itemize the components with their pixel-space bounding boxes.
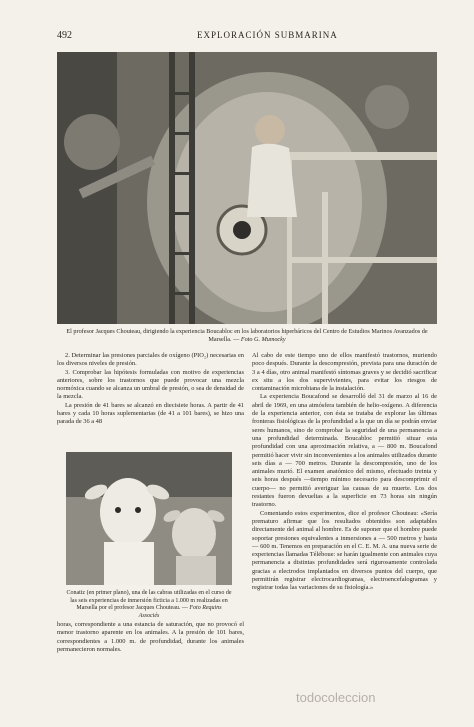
watermark: todocoleccion (296, 690, 376, 705)
list-item: 3. Comprobar las hipótesis formuladas con motivo de experiencias anteriores, sobre los trastornos que puede provocar una mezcla normóxica cuando se alcanza un umbral de presión, o sea de densidad de la mezcla. (57, 368, 244, 401)
goat-photo-caption-text: Conatiz (en primer plano), una de las cabras utilizadas en el curso de las seis experiencias de inmersión ficticia a 1.000 m realizadas en Marsella por el profesor Jacques Chouteau. (66, 590, 232, 612)
body-paragraph: La experiencia Boucafond se desarrolló del 31 de marzo al 16 de abril de 1969, en una atmósfera también de helio-oxígeno. A diferencia de la experiencia anterior, con ésta se trataba de explorar las últimas fronteras fisiológicas de la profundidad a la que un día se podrán enviar seres humanos, sino de comprobar la seguridad de una permanencia a una profundidad determinada. Boucabloc permitió situar esta profundidad con una aproximación relativa, a — 800 m. Boucafond permitió hacer vivir sin inconvenientes a los animales utilizados durante seis días a — 700 metros. Durante la descompresión, uno de los animales murió. El examen anatómico del mismo, efectuado treinta y seis horas después —tiempo mínimo necesario para descomprimir el cuerpo— no permitió averiguar las causas de su muerte. Los dos restantes fueron devueltas a la superficie en 73 horas sin ningún trastorno. (252, 393, 437, 509)
body-paragraph: horas, correspondiente a una estancia de saturación, que no provocó el menor trastorno aparente en los animales. A la presión de 101 bares, correspondientes a 1.000 m. de profundidad, durante los animales permanecieron normales. (57, 621, 244, 653)
main-photo-credit: Foto G. Mumocky (240, 336, 286, 343)
laboratory-photo (57, 52, 437, 324)
list-item: 2. Determinar las presiones parciales de oxígeno (PIO₂) necesarias en los diversos niveles de presión. (57, 352, 244, 368)
page-number: 492 (57, 30, 72, 41)
right-column (252, 352, 437, 593)
body-paragraph: Comentando estos experimentos, dice el profesor Chouteau: «Sería prematuro afirmar que los resultados obtenidos son adaptables directamente del animal al hombre. Es de suponer que el hombre puede soportar presiones equivalentes a inmersiones a — 500 metros y hasta — 600 m. Tenemos en preparación en el C. E. M. A. una nueva serie de experiencias llamadas Téléboue: se harán igualmente con animales cuya permanencia a distintas profundidades será rigurosamente controlada gracias a electrodos implantados en diversos puntos del cuerpo, que permitirán registrar electrocardiogramas, electroencefalogramas y registrar todas las variaciones de su fisiología.» (252, 509, 437, 592)
goat-photo-illustration (66, 452, 232, 585)
page-header (57, 30, 434, 44)
body-paragraph: La presión de 41 bares se alcanzó en diecisiete horas. A partir de 41 bares y cada 10 horas suplementarias (de 41 a 101 bares), se hizo una parada de 36 a 48 (57, 401, 244, 426)
main-photo-caption: El profesor Jacques Chouteau, dirigiendo la experiencia Boucabloc en los laboratorios hiperbáricos del Centro de Estudios Marinos Avanzados de Marsella. — Foto G. Mumocky (66, 328, 428, 343)
goat-photo-credit: Foto Requins Associés (138, 605, 222, 619)
laboratory-photo-illustration (57, 52, 437, 324)
main-photo-caption-text: El profesor Jacques Chouteau, dirigiendo la experiencia Boucabloc en los laboratorios hiperbáricos del Centro de Estudios Marinos Avanzados de Marsella. (66, 328, 428, 343)
goat-photo (66, 452, 232, 585)
running-title: EXPLORACIÓN SUBMARINA (197, 30, 338, 40)
body-paragraph: Al cabo de este tiempo uno de ellos manifestó trastornos, muriendo poco después. Durante la descompresión, prevista para una duración de 3 a 4 días, otro animal manifestó síntomas graves y se decidió sacrificar ex situ a los dos supervivientes, para evitar los riesgos de contaminación microbiana de la instalación. (252, 352, 437, 393)
goat-photo-caption: Conatiz (en primer plano), una de las cabras utilizadas en el curso de las seis experiencias de inmersión ficticia a 1.000 m realizadas en Marsella por el profesor Jacques Chouteau. — Foto Requins Associés (66, 590, 232, 619)
left-column-bottom (57, 621, 244, 654)
left-column (57, 352, 244, 427)
